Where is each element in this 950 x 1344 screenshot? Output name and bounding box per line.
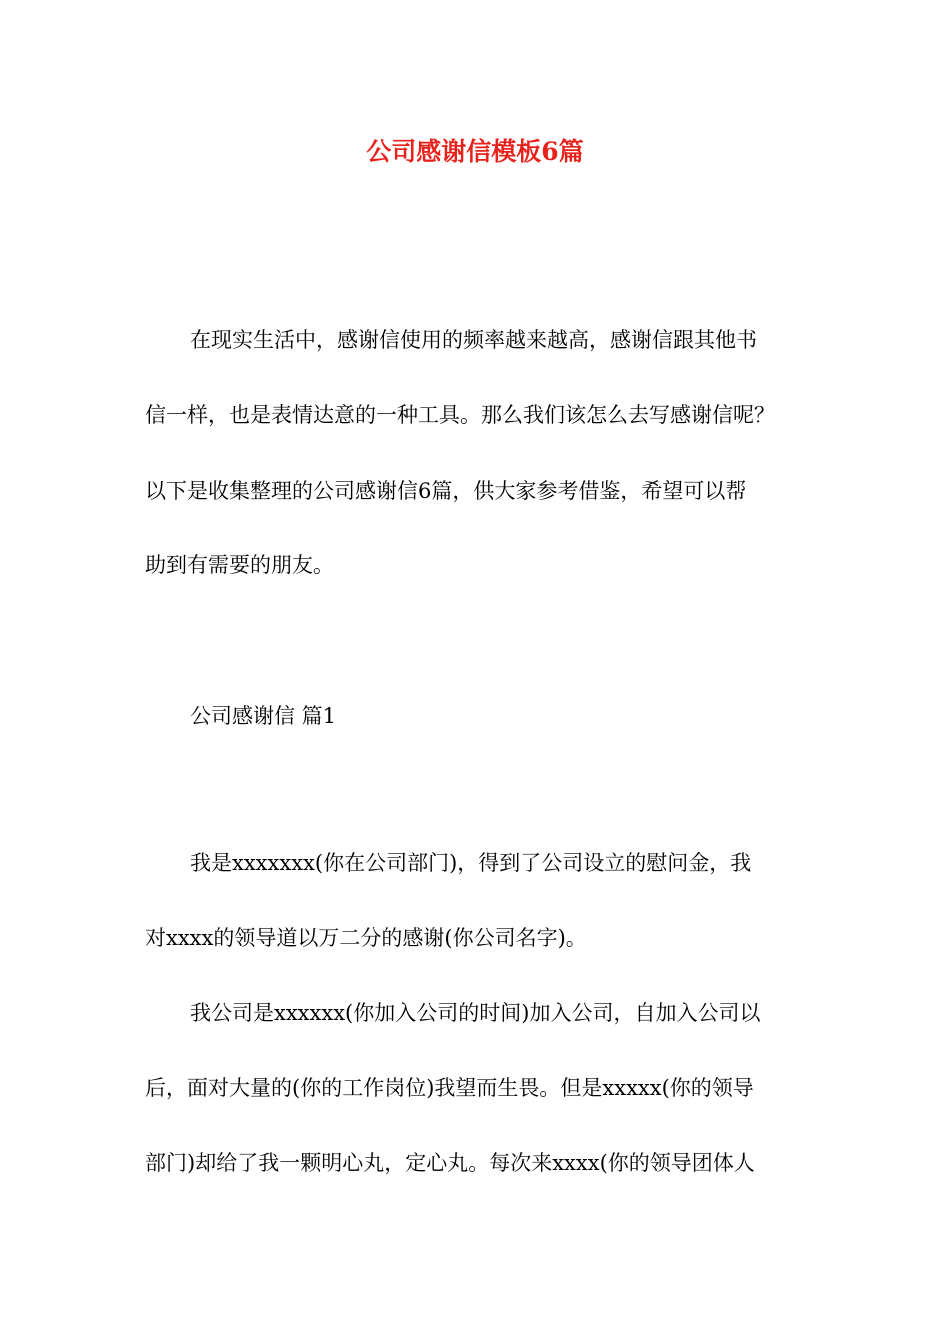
intro-line-1: 在现实生活中，感谢信使用的频率越来越高，感谢信跟其他书 — [190, 328, 757, 352]
intro-line-2: 信一样，也是表情达意的一种工具。那么我们该怎么去写感谢信呢？ — [145, 403, 775, 427]
body-line-4: 后，面对大量的(你的工作岗位)我望而生畏。但是xxxxx(你的领导 — [145, 1076, 754, 1100]
section-heading: 公司感谢信 篇1 — [190, 704, 337, 728]
body-line-5: 部门)却给了我一颗明心丸，定心丸。每次来xxxx(你的领导团体人 — [145, 1151, 755, 1175]
intro-line-4: 助到有需要的朋友。 — [145, 553, 334, 577]
body-line-3: 我公司是xxxxxx(你加入公司的时间)加入公司，自加入公司以 — [190, 1001, 761, 1025]
body-line-1: 我是xxxxxxx(你在公司部门)，得到了公司设立的慰问金，我 — [190, 851, 752, 875]
body-line-2: 对xxxx的领导道以万二分的感谢(你公司名字)。 — [145, 926, 587, 950]
intro-line-3: 以下是收集整理的公司感谢信6篇，供大家参考借鉴，希望可以帮 — [145, 479, 747, 503]
document-title: 公司感谢信模板6篇 — [366, 137, 584, 166]
